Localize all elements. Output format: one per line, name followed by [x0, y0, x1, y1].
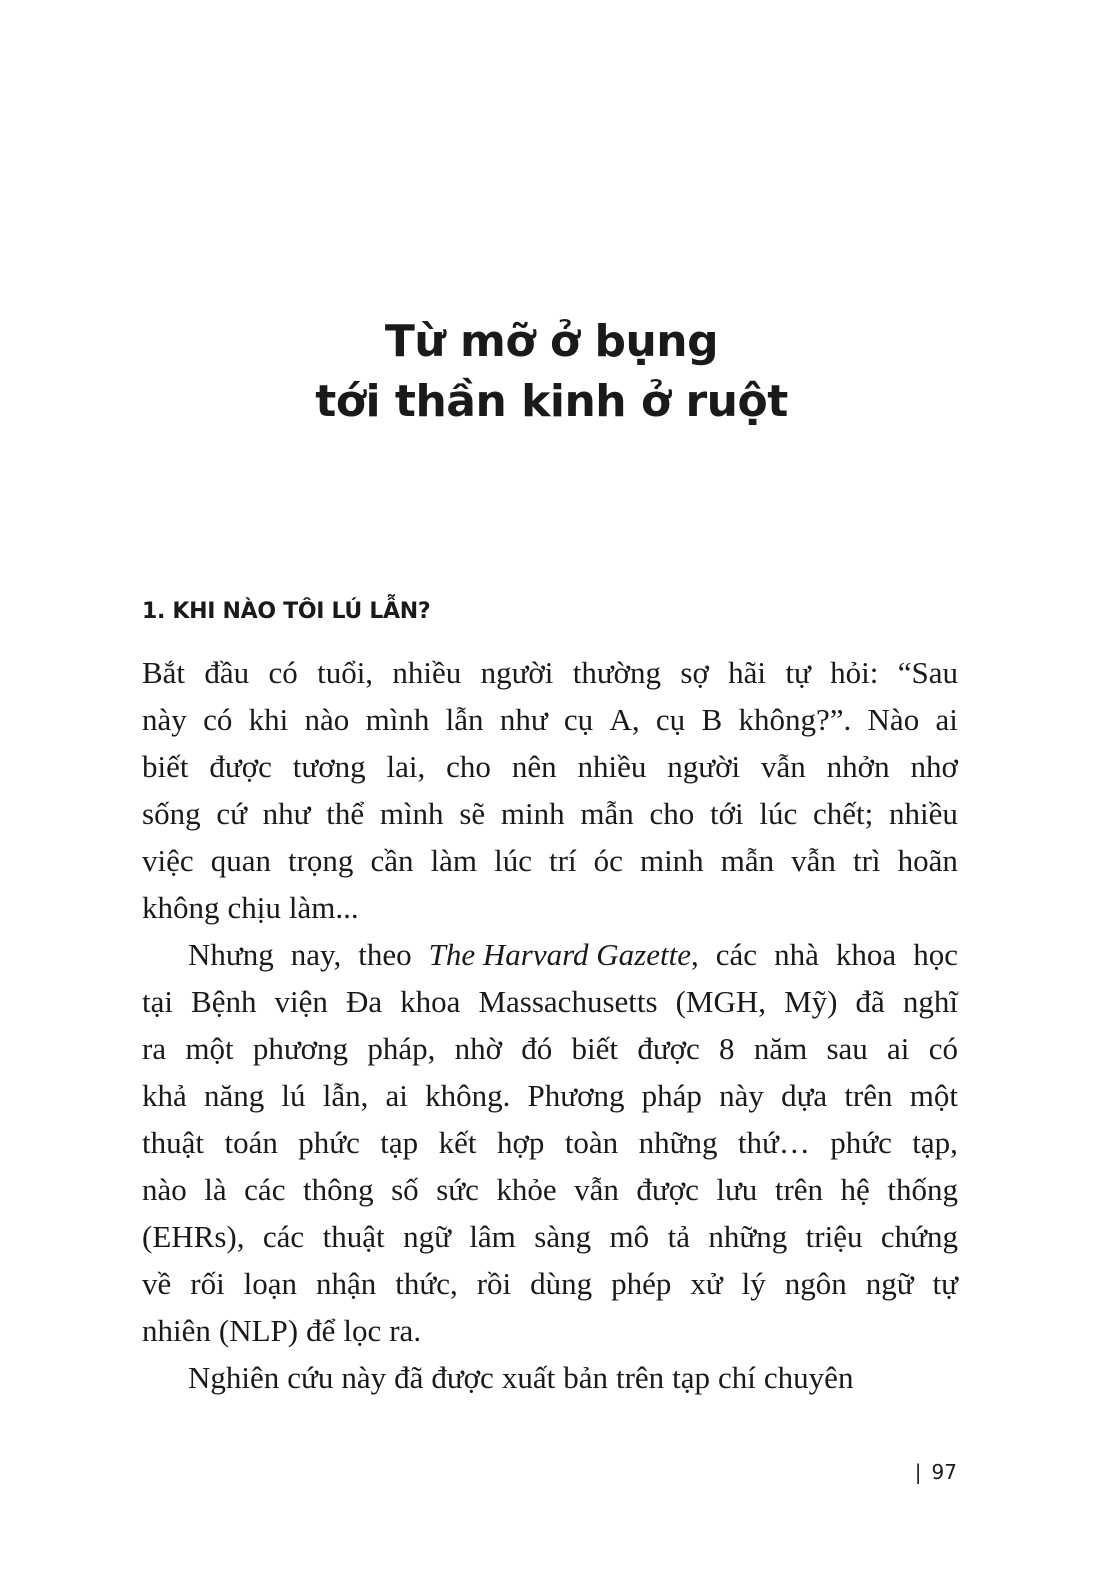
text-line	[142, 1119, 958, 1166]
word: trên	[774, 1172, 824, 1207]
word: mẫn	[580, 796, 634, 831]
word: viện	[274, 984, 328, 1019]
word: nhơ	[910, 749, 958, 784]
word: năm	[753, 1031, 808, 1066]
word: thứ…	[737, 1125, 810, 1160]
word: ngữ	[403, 1219, 451, 1254]
word: nhờ	[454, 1031, 503, 1066]
word: học	[913, 937, 958, 972]
text-line	[142, 1166, 958, 1213]
word: như	[262, 796, 311, 831]
word: nhà	[774, 937, 819, 972]
word: Bắt	[142, 655, 186, 690]
text-line	[142, 837, 958, 884]
word: pháp	[641, 1078, 702, 1113]
word: nhiều	[889, 796, 958, 831]
word: là	[204, 1172, 227, 1207]
word: nên	[511, 749, 557, 784]
word: người	[480, 655, 554, 690]
section-heading: 1. KHI NÀO TÔI LÚ LẪN?	[142, 599, 431, 624]
word: chí	[718, 1360, 756, 1395]
word: cứ	[216, 796, 247, 831]
word: tương	[292, 749, 366, 784]
word: đầu	[204, 655, 250, 690]
word: các	[262, 1219, 305, 1254]
word: dựa	[781, 1078, 828, 1113]
word: lúc	[759, 796, 798, 831]
word: óc	[593, 843, 623, 878]
word: cho	[446, 749, 491, 784]
word: minh	[639, 843, 704, 878]
word: lú	[281, 1078, 306, 1113]
word: lâm	[469, 1219, 516, 1254]
word: hoãn	[897, 843, 958, 878]
word: nay,	[290, 937, 342, 972]
word: phức	[830, 1125, 892, 1160]
word: tới	[710, 796, 744, 831]
word: lẫn,	[322, 1078, 369, 1113]
word: sức	[436, 1172, 479, 1207]
word: sống	[142, 796, 201, 831]
word: cần	[370, 843, 414, 878]
word: khả	[142, 1078, 187, 1113]
word: Phương	[527, 1078, 625, 1113]
text-line	[142, 884, 958, 931]
word: trên	[615, 1360, 665, 1395]
word: ai	[887, 1031, 910, 1066]
chapter-title-line-2: tới thần kinh ở ruột	[315, 376, 788, 427]
word: chết;	[813, 796, 874, 831]
text-line	[142, 1260, 958, 1307]
word: hệ	[840, 1172, 870, 1207]
word: có	[203, 702, 233, 737]
word: không.	[425, 1078, 511, 1113]
word: The Harvard Gazette,	[428, 937, 699, 972]
text-line	[142, 931, 958, 978]
word: việc	[142, 843, 194, 878]
word: rồi	[476, 1266, 512, 1301]
word: được	[209, 749, 272, 784]
word: lẫn	[445, 702, 484, 737]
word: Nào	[867, 702, 920, 737]
word: sau	[826, 1031, 868, 1066]
word: chịu	[227, 890, 281, 925]
word: sợ	[680, 655, 709, 690]
word: số	[391, 1172, 419, 1207]
word: ngôn	[784, 1266, 847, 1301]
body-text	[142, 649, 958, 1401]
word: nghĩ	[902, 984, 958, 1019]
word: nhiên	[142, 1313, 211, 1348]
word: cụ	[655, 702, 686, 737]
page-number: 97	[931, 1460, 957, 1484]
word: cho	[649, 796, 695, 831]
word: (NLP)	[218, 1313, 299, 1348]
word: Bệnh	[191, 984, 257, 1019]
word: khoa	[835, 937, 897, 972]
text-line	[142, 743, 958, 790]
word: (EHRs),	[142, 1219, 245, 1254]
word: người	[667, 749, 741, 784]
word: xử	[690, 1266, 723, 1301]
word: vẫn	[791, 843, 836, 878]
word: hỏi:	[830, 655, 879, 690]
word: đã	[394, 1360, 424, 1395]
word: trí	[549, 843, 577, 878]
word: lúc	[494, 843, 532, 878]
word: tả	[667, 1219, 690, 1254]
text-line	[142, 649, 958, 696]
word: có	[928, 1031, 958, 1066]
word: sàng	[534, 1219, 592, 1254]
word: không?”.	[738, 702, 852, 737]
text-line	[142, 1072, 958, 1119]
word: lưu	[716, 1172, 758, 1207]
chapter-title	[0, 312, 1103, 432]
paragraph	[142, 1354, 958, 1401]
word: lý	[741, 1266, 766, 1301]
word: những	[638, 1125, 718, 1160]
word: quan	[210, 843, 271, 878]
word: lai,	[386, 749, 426, 784]
word: không	[142, 890, 220, 925]
word: biết	[571, 1031, 619, 1066]
word: này	[341, 1360, 387, 1395]
paragraph	[142, 649, 958, 931]
word: vẫn	[574, 1172, 619, 1207]
word: triệu	[805, 1219, 863, 1254]
word: dùng	[530, 1266, 593, 1301]
word: phép	[611, 1266, 672, 1301]
word: lọc	[343, 1313, 382, 1348]
word: tại	[142, 984, 173, 1019]
word: pháp,	[367, 1031, 436, 1066]
word: một	[909, 1078, 958, 1113]
word: toán	[224, 1125, 278, 1160]
word: để	[306, 1313, 336, 1348]
word: 8	[719, 1031, 735, 1066]
word: toàn	[564, 1125, 619, 1160]
word: thuật	[322, 1219, 385, 1254]
word: được	[431, 1360, 494, 1395]
text-line	[142, 1025, 958, 1072]
word: tạp,	[912, 1125, 958, 1160]
page-number-footer	[915, 1458, 957, 1486]
word: xuất	[501, 1360, 556, 1395]
word: trì	[852, 843, 881, 878]
word: cụ	[563, 702, 594, 737]
word: tự	[932, 1266, 958, 1301]
word: cứu	[287, 1360, 334, 1395]
word: những	[708, 1219, 788, 1254]
word: ra	[142, 1031, 167, 1066]
word: tuổi,	[317, 655, 374, 690]
word: phương	[252, 1031, 349, 1066]
word: hãi	[728, 655, 767, 690]
text-line	[142, 696, 958, 743]
word: năng	[203, 1078, 265, 1113]
word: làm...	[288, 890, 359, 925]
word: trọng	[288, 843, 354, 878]
word: minh	[500, 796, 565, 831]
word: ai	[385, 1078, 408, 1113]
word: thuật	[142, 1125, 204, 1160]
word: thông	[302, 1172, 374, 1207]
word: trên	[844, 1078, 893, 1113]
word: chứng	[880, 1219, 958, 1254]
word: có	[268, 655, 298, 690]
word: thức,	[395, 1266, 458, 1301]
word: ngữ	[865, 1266, 914, 1301]
word: các	[715, 937, 758, 972]
word: Nhưng	[188, 937, 274, 972]
word: theo	[358, 937, 412, 972]
word: A,	[609, 702, 640, 737]
word: làm	[430, 843, 478, 878]
word: nào	[304, 702, 350, 737]
word: “Sau	[897, 655, 958, 690]
word: được	[637, 1031, 700, 1066]
word: loạn	[243, 1266, 298, 1301]
word: sẽ	[459, 796, 486, 831]
word: mình	[365, 702, 430, 737]
word: như	[499, 702, 548, 737]
word: ai	[935, 702, 958, 737]
word: vẫn	[761, 749, 806, 784]
word: kết	[438, 1125, 477, 1160]
word: về	[142, 1266, 172, 1301]
word: này	[719, 1078, 764, 1113]
word: Massachusetts	[478, 984, 658, 1019]
text-line	[142, 790, 958, 837]
word: nhiều	[392, 655, 462, 690]
word: chuyên	[763, 1360, 854, 1395]
word: Đa	[345, 984, 383, 1019]
word: mình	[379, 796, 444, 831]
text-line	[142, 978, 958, 1025]
word: nào	[142, 1172, 187, 1207]
word: mẫn	[720, 843, 775, 878]
word: nhởn	[826, 749, 890, 784]
text-line	[142, 1307, 958, 1354]
word: B	[701, 702, 723, 737]
word: khỏe	[496, 1172, 557, 1207]
text-line	[142, 1354, 958, 1401]
word: tạp	[380, 1125, 419, 1160]
word: ra.	[389, 1313, 422, 1348]
word: mô	[609, 1219, 650, 1254]
word: khoa	[400, 984, 461, 1019]
word: tự	[785, 655, 811, 690]
word: nhận	[316, 1266, 377, 1301]
word: thống	[887, 1172, 958, 1207]
word: thể	[326, 796, 365, 831]
word: phức	[298, 1125, 360, 1160]
word: hợp	[496, 1125, 545, 1160]
word: một	[185, 1031, 234, 1066]
paragraph	[142, 931, 958, 1354]
word: Mỹ)	[784, 984, 838, 1019]
word: bản	[563, 1360, 608, 1395]
word: khi	[248, 702, 289, 737]
word: đã	[855, 984, 885, 1019]
chapter-title-line-1: Từ mỡ ở bụng	[384, 316, 719, 367]
word: này	[142, 702, 187, 737]
word: nhiều	[577, 749, 647, 784]
word: tạp	[672, 1360, 711, 1395]
word: đó	[521, 1031, 553, 1066]
word: thường	[572, 655, 662, 690]
word: các	[244, 1172, 286, 1207]
word: được	[636, 1172, 699, 1207]
word: Nghiên	[188, 1360, 280, 1395]
word: (MGH,	[675, 984, 767, 1019]
word: rối	[190, 1266, 225, 1301]
word: biết	[142, 749, 189, 784]
text-line	[142, 1213, 958, 1260]
page-number-separator: |	[914, 1460, 922, 1484]
